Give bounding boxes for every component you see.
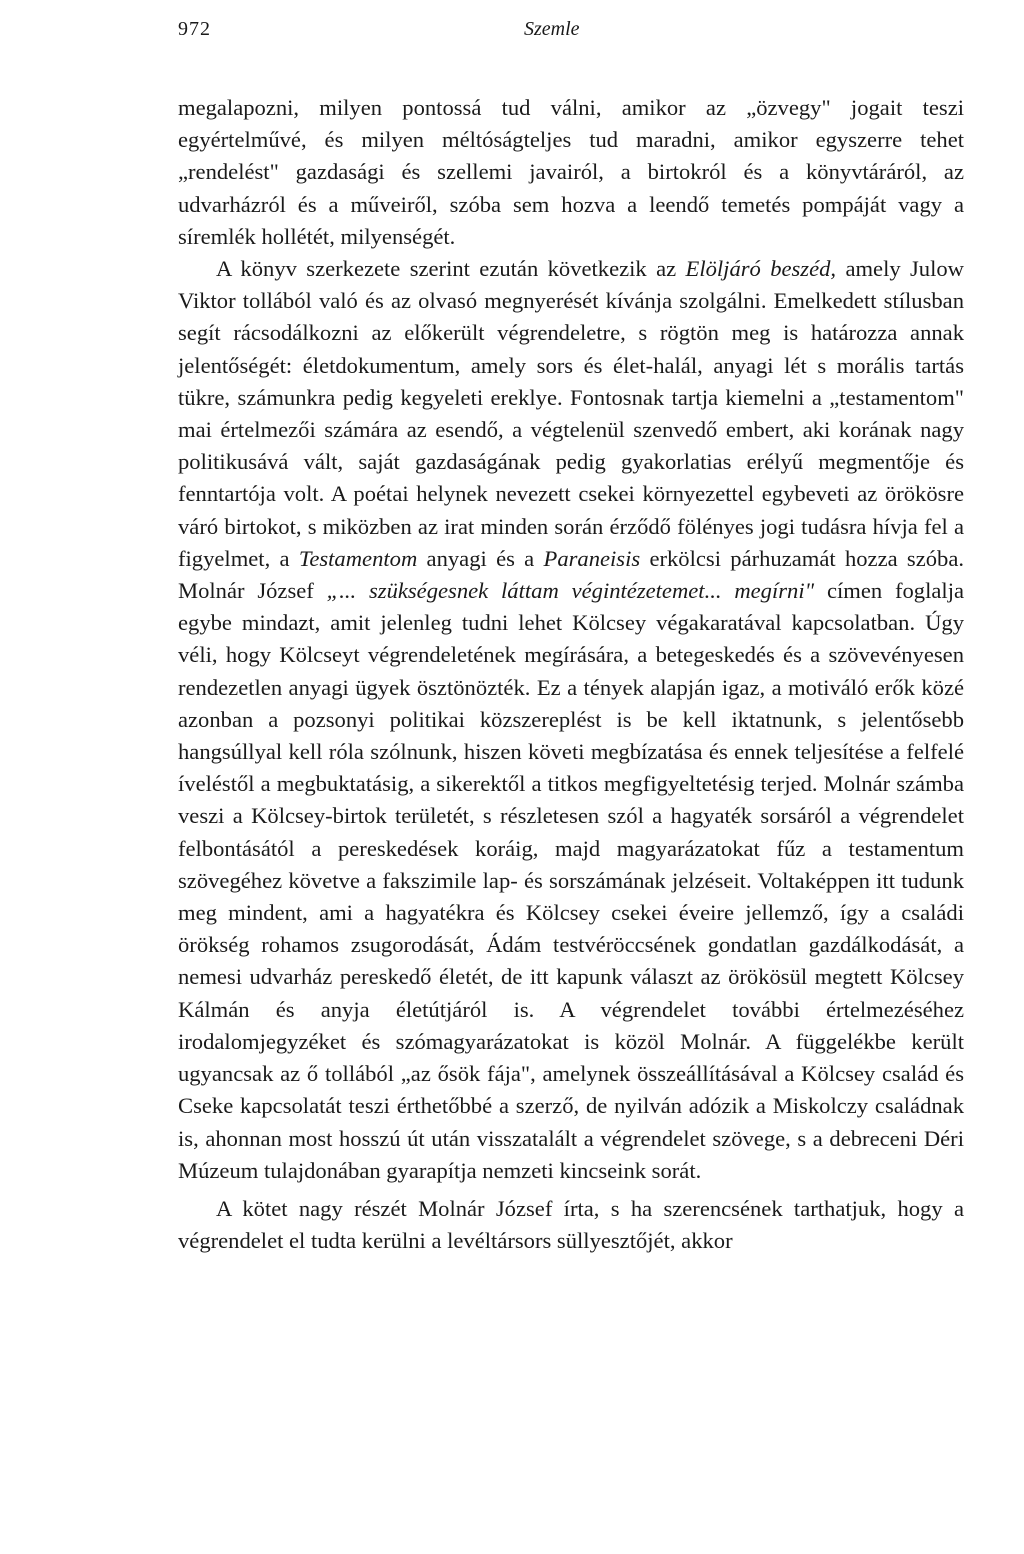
text-segment: címen foglalja egybe mindazt, amit jelenleg tudni lehet Kölcsey végakaratával kapcsolatban. Úgy véli, hogy Kölcseyt végrendeletének megírására, a betegeskedés és a szövevényesen rendezetlen anyagi ügyek ösztönözték. Ez a tények alapján igaz, a motiváló erők közé azonban a pozsonyi politikai közszereplést is be kell iktatnunk, s jelentősebb hangsúllyal kell róla szólnunk, hiszen követi megbízatása és ennek teljesítése a felfelé íveléstől a megbuktatásig, a sikerektől a titkos megfigyeltetésig terjed. Molnár számba veszi a Kölcsey-birtok területét, s részletesen szól a hagyaték sorsáról a végrendelet felbontásától a pereskedések koráig, majd magyarázatokat fűz a testamentum szövegéhez követve a fakszimile lap- és sorszámának jelzéseit. Voltaképpen itt tudunk meg mindent, ami a hagyatékra és Kölcsey csekei éveire jellemző, így a családi örökség rohamos zsugorodását, Ádám testvéröccsének gondatlan gazdálkodását, a nemesi udvarház pereskedő életét, de itt kapunk választ az örökösül megtett Kölcsey Kálmán és anyja életútjáról is. A végrendelet további értelmezéséhez irodalomjegyzéket és szómagyarázatokat is közöl Molnár. A függelékbe került ugyancsak az ő tollából „az ősök fája", amelynek összeállításával a Kölcsey család és Cseke kapcsolatát teszi érthetőbbé a szerző, de nyilván adózik a Miskolczy családnak is, ahonnan most hosszú út után visszatalált a végrendelet szövege, s a debreceni Déri Múzeum tulajdonában gyarapítja nemzeti kincseink sorát. bbox=[178, 578, 964, 1183]
paragraph-2 bbox=[178, 253, 964, 1187]
text-segment: erkölcsi párhuzamát hozza szóba. Molnár József bbox=[178, 545, 965, 604]
text-segment: A könyv szerkezete szerint ezután következik az bbox=[216, 256, 686, 282]
italic-title-eloljaro: Elöljáró beszéd, bbox=[685, 256, 837, 282]
running-head: Szemle bbox=[524, 18, 580, 40]
text-segment: anyagi és a bbox=[417, 545, 544, 571]
italic-title-testamentom: Testamentom bbox=[298, 545, 418, 571]
page-header bbox=[178, 18, 964, 52]
document-page bbox=[178, 18, 964, 1257]
paragraph-1 bbox=[178, 92, 964, 253]
italic-title-paraneisis: Paraneisis bbox=[543, 545, 641, 571]
article-body bbox=[178, 92, 964, 1257]
text-segment: amely Julow Viktor tollából való és az olvasó megnyerését kívánja szolgálni. Emelkedett stílusban segít rácsodálkozni az előkerült végrendeletre, s rögtön meg is határozza annak jelentőségét: életdokumentum, amely sors és élet-halál, anyagi lét s morális tartás tükre, számunkra pedig kegyeleti ereklye. Fontosnak tartja kiemelni a „testamentom" mai értelmezői számára az esendő, a végtelenül szenvedő embert, aki korának nagy politikusává vált, saját gazdaságának pedig gyakorlatias erélyű megmentője és fenntartója volt. A poétai helynek nevezett csekei környezettel egybeveti az örökösre váró birtokot, s miközben az irat minden során érződő fölényes jogi tudásra hívja fel a figyelmet, a bbox=[178, 256, 964, 571]
italic-quote-title: „... szükségesnek láttam végintézetemet... megírni" bbox=[326, 578, 815, 604]
text-segment: A kötet nagy részét Molnár József írta, s ha szerencsének tarthatjuk, hogy a végrendelet el tudta kerülni a levéltársors süllyesztőjét, akkor bbox=[178, 1195, 964, 1254]
page-number: 972 bbox=[178, 18, 211, 40]
text-segment: megalapozni, milyen pontossá tud válni, amikor az „özvegy" jogait teszi egyértelművé, és milyen méltóságteljes tud maradni, amikor egyszerre tehet „rendelést" gazdasági és szellemi javairól, a birtokról és a könyvtáráról, az udvarházról és a műveiről, szóba sem hozva a leendő temetés pompáját vagy a síremlék hollétét, milyenségét. bbox=[178, 95, 964, 249]
paragraph-3 bbox=[178, 1193, 964, 1257]
